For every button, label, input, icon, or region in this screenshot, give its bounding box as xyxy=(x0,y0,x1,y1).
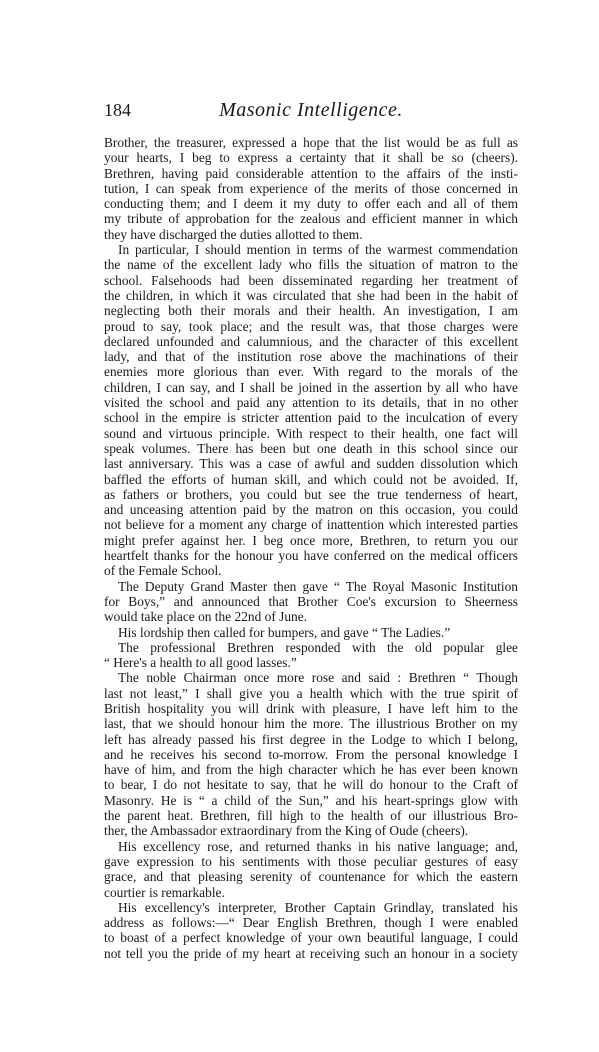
text-line: Masonry. He is “ a child of the Sun,” and his heart-springs glow with xyxy=(104,792,518,808)
body-text xyxy=(104,135,518,961)
paragraph xyxy=(104,900,518,961)
text-line: last anniversary. This was a case of awful and sudden dissolution which xyxy=(104,456,518,472)
text-line: your hearts, I beg to express a certainty that it shall be so (cheers). xyxy=(104,150,518,166)
text-line: have of him, and from the high character which he has ever been known xyxy=(104,762,518,778)
text-line: address as follows:—“ Dear English Brethren, though I were enabled xyxy=(104,915,518,931)
text-line: enemies more glorious than ever. With regard to the morals of the xyxy=(104,364,518,380)
text-line: of the Female School. xyxy=(104,563,222,579)
paragraph xyxy=(104,242,518,579)
text-line: The Deputy Grand Master then gave “ The Royal Masonic Institution xyxy=(118,578,518,594)
text-line: lady, and that of the institution rose above the machinations of their xyxy=(104,349,518,365)
text-line: children, I can say, and I shall be joined in the assertion by all who have xyxy=(104,379,518,395)
text-line: for Boys,” and announced that Brother Coe's excursion to Sheerness xyxy=(104,593,518,609)
paragraph xyxy=(104,625,518,640)
text-line: left has already passed his first degree in the Lodge to which I belong, xyxy=(104,731,518,747)
text-line: His excellency's interpreter, Brother Captain Grindlay, translated his xyxy=(118,899,518,915)
text-line: declared unfounded and calumnious, and the character of this excellent xyxy=(104,333,518,349)
text-line: last, that we should honour him the more. The illustrious Brother on my xyxy=(104,716,518,732)
text-line: courtier is remarkable. xyxy=(104,884,225,900)
running-title: Masonic Intelligence. xyxy=(219,99,403,121)
text-line: proud to say, took place; and the result was, that those charges were xyxy=(104,318,518,334)
text-line: not believe for a moment any charge of inattention which interested parties xyxy=(104,517,518,533)
text-line: British hospitality you will drink with pleasure, I have left him to the xyxy=(104,700,518,716)
text-line: grace, and that pleasing serenity of countenance for which the eastern xyxy=(104,869,518,885)
text-line: baffled the efforts of human skill, and which could not be avoided. If, xyxy=(104,471,518,487)
paragraph xyxy=(104,670,518,838)
text-line: In particular, I should mention in terms of the warmest commendation xyxy=(118,242,518,258)
text-line: might prefer against her. I beg once more, Brethren, to return you our xyxy=(104,532,518,548)
text-line: not tell you the pride of my heart at receiving such an honour in a society xyxy=(104,945,518,961)
text-line: Brethren, having paid considerable attention to the affairs of the insti- xyxy=(104,165,518,181)
text-line: gave expression to his sentiments with those peculiar gestures of easy xyxy=(104,853,518,869)
paragraph xyxy=(104,839,518,900)
text-line: as fathers or brothers, you could but see the true tenderness of heart, xyxy=(104,486,518,502)
text-line: conducting them; and I deem it my duty to offer each and all of them xyxy=(104,196,518,212)
text-line: ther, the Ambassador extraordinary from the King of Oude (cheers). xyxy=(104,823,469,839)
text-line: speak volumes. There has been but one death in this school since our xyxy=(104,440,518,456)
text-line: school in the empire is stricter attention paid to the inculcation of every xyxy=(104,410,518,426)
text-line: last not least,” I shall give you a health which with the true spirit of xyxy=(104,685,518,701)
text-line: and he receives his second to-morrow. From the personal knowledge I xyxy=(104,746,518,762)
text-line: Brother, the treasurer, expressed a hope that the list would be as full as xyxy=(104,135,518,150)
text-line: heartfelt thanks for the honour you have conferred on the medical officers xyxy=(104,548,518,564)
page-number: 184 xyxy=(104,100,131,120)
page-header xyxy=(104,97,518,123)
text-line: would take place on the 22nd of June. xyxy=(104,609,308,625)
text-line: and unceasing attention paid by the matron on this occasion, you could xyxy=(104,502,518,518)
paragraph xyxy=(104,579,518,625)
text-line: tution, I can speak from experience of the merits of those concerned in xyxy=(104,180,518,196)
text-line: His lordship then called for bumpers, and gave “ The Ladies.” xyxy=(118,624,451,640)
text-line: The professional Brethren responded with the old popular glee xyxy=(118,639,518,655)
text-line: to bear, I do not hesitate to say, that he will do honour to the Craft of xyxy=(104,777,518,793)
text-line: sound and virtuous principle. With respect to their health, one fact will xyxy=(104,425,518,441)
text-line: to boast of a perfect knowledge of your own beautiful language, I could xyxy=(104,930,518,946)
text-line: they have discharged the duties allotted to them. xyxy=(104,226,363,242)
text-line: school. Falsehoods had been disseminated regarding her treatment of xyxy=(104,272,518,288)
text-line: my tribute of approbation for the zealous and efficient manner in which xyxy=(104,211,518,227)
text-line: the children, in which it was circulated that she had been in the habit of xyxy=(104,287,518,303)
text-line: visited the school and paid any attention to its details, that in no other xyxy=(104,395,518,411)
text-line: the parent heat. Brethren, fill high to the health of our illustrious Bro- xyxy=(104,808,518,824)
text-line: “ Here's a health to all good lasses.” xyxy=(104,655,297,671)
text-line: the name of the excellent lady who fills the situation of matron to the xyxy=(104,257,518,273)
paragraph xyxy=(104,640,518,671)
text-line: His excellency rose, and returned thanks in his native language; and, xyxy=(118,838,518,854)
text-line: neglecting both their morals and their health. An investigation, I am xyxy=(104,303,518,319)
paragraph xyxy=(104,135,518,242)
text-line: The noble Chairman once more rose and said : Brethren “ Though xyxy=(118,670,518,686)
